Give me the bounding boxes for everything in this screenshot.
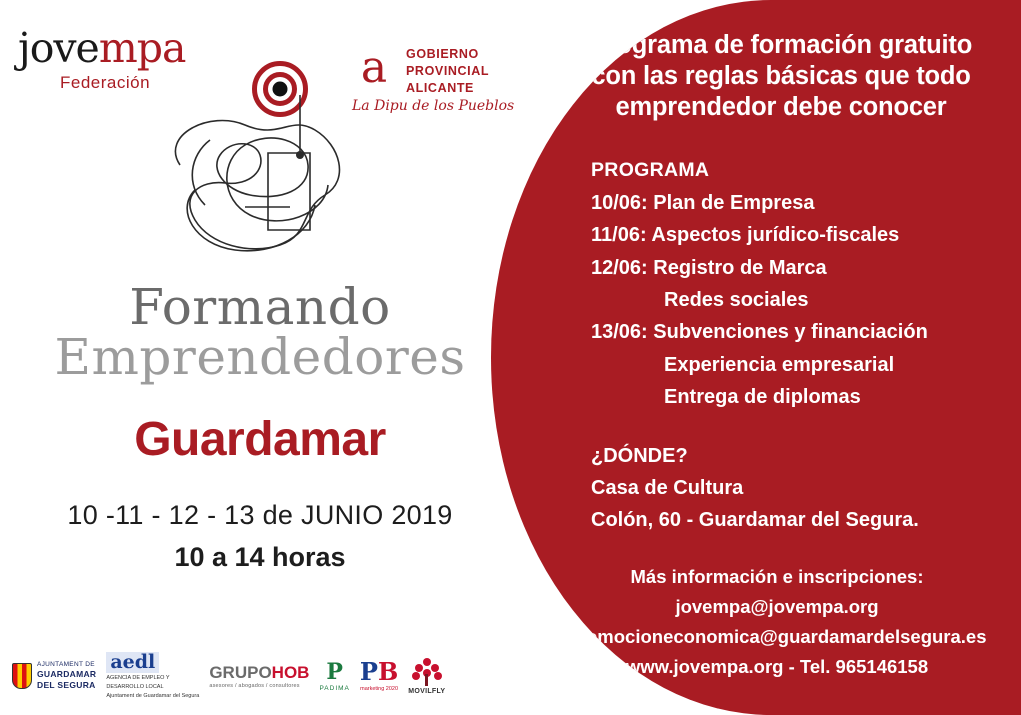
padima-label: PADIMA <box>319 684 350 692</box>
diputacion-line1: GOBIERNO <box>406 47 479 61</box>
where-address: Colón, 60 - Guardamar del Segura. <box>591 508 919 531</box>
tree-icon <box>412 658 442 686</box>
program-item: 11/06: Aspectos jurídico-fiscales <box>591 224 900 247</box>
program-item: Redes sociales <box>664 289 809 312</box>
program-item: 10/06: Plan de Empresa <box>591 191 815 214</box>
aedl-sub2: DESARROLLO LOCAL <box>106 683 164 690</box>
sponsor-aedl <box>106 652 199 700</box>
pb-letter-b: B <box>377 657 399 686</box>
jovempa-word-part1: jove <box>18 24 99 72</box>
headline <box>561 24 1001 123</box>
sponsor-padima <box>319 658 350 692</box>
jovempa-wordmark <box>18 24 218 72</box>
hob-wordmark <box>209 664 309 681</box>
diputacion-text <box>406 46 489 97</box>
headline-line-3: emprendedor debe conocer <box>615 93 947 122</box>
sponsor-grupo-hob <box>209 664 309 689</box>
red-panel-content <box>551 0 1021 715</box>
sponsor-movilfly <box>408 658 445 695</box>
aedl-wordmark: aedl <box>106 652 159 673</box>
diputacion-slogan: La Dipu de los Pueblos <box>352 98 515 114</box>
scribble-artwork <box>150 95 380 285</box>
sponsor-pb-marketing <box>359 657 399 692</box>
hob-grupo: GRUPO <box>209 662 272 682</box>
diputacion-mark-icon: a <box>360 42 388 93</box>
diputacion-line2: PROVINCIAL <box>406 63 490 78</box>
contact-section <box>561 562 1001 682</box>
program-title: PROGRAMA <box>591 159 710 182</box>
event-dates: 10 -11 - 12 - 13 de JUNIO 2019 <box>67 500 453 530</box>
guardamar-shield-icon <box>12 663 32 689</box>
sponsor-logo-row <box>0 645 520 707</box>
padima-mark-icon: P <box>326 658 343 685</box>
program-item: 13/06: Subvenciones y financiación <box>591 321 928 344</box>
title-formando: Formando <box>129 278 391 336</box>
pb-subtitle: marketing 2020 <box>360 686 399 692</box>
hob-subtitle: asesores / abogados / consultores <box>209 682 300 689</box>
movilfly-label: MOVILFLY <box>408 687 446 695</box>
pb-wordmark <box>359 657 399 686</box>
program-section <box>561 155 1001 413</box>
contact-web-phone[interactable]: www.jovempa.org - Tel. 965146158 <box>625 655 929 677</box>
jovempa-logo <box>18 24 218 93</box>
program-item: Experiencia empresarial <box>664 353 895 376</box>
contact-heading: Más información e inscripciones: <box>630 565 924 587</box>
where-title: ¿DÓNDE? <box>591 444 688 467</box>
event-hours: 10 a 14 horas <box>174 542 346 572</box>
diputacion-line3: ALICANTE <box>406 80 474 95</box>
program-item: Entrega de diplomas <box>664 386 861 409</box>
jovempa-word-part2: mpa <box>98 24 186 72</box>
guardamar-line3: DEL SEGURA <box>37 680 96 691</box>
guardamar-text <box>37 661 96 691</box>
pb-letter-p: P <box>359 657 378 686</box>
guardamar-line2: GUARDAMAR <box>37 669 97 680</box>
contact-email-promocion[interactable]: promocioneconomica@guardamardelsegura.es <box>567 625 987 647</box>
jovempa-subtitle: Federación <box>60 73 151 92</box>
where-venue: Casa de Cultura <box>591 476 744 499</box>
contact-email-jovempa[interactable]: jovempa@jovempa.org <box>675 595 879 617</box>
headline-line-2: con las reglas básicas que todo <box>591 62 971 91</box>
title-guardamar: Guardamar <box>134 413 386 466</box>
where-section <box>561 440 1001 536</box>
scribble-node <box>296 151 304 159</box>
program-item: 12/06: Registro de Marca <box>591 256 827 279</box>
aedl-sub3: Ajuntament de Guardamar del Segura <box>106 693 200 700</box>
aedl-sub1: AGENCIA DE EMPLEO Y <box>106 674 170 681</box>
guardamar-line1: AJUNTAMENT DE <box>37 660 95 668</box>
hob-hob: HOB <box>271 662 310 682</box>
title-emprendedores: Emprendedores <box>54 328 466 386</box>
red-panel <box>491 0 1021 715</box>
sponsor-ayuntamiento-guardamar <box>12 661 96 691</box>
headline-line-1: Programa de formación gratuito <box>589 31 973 59</box>
